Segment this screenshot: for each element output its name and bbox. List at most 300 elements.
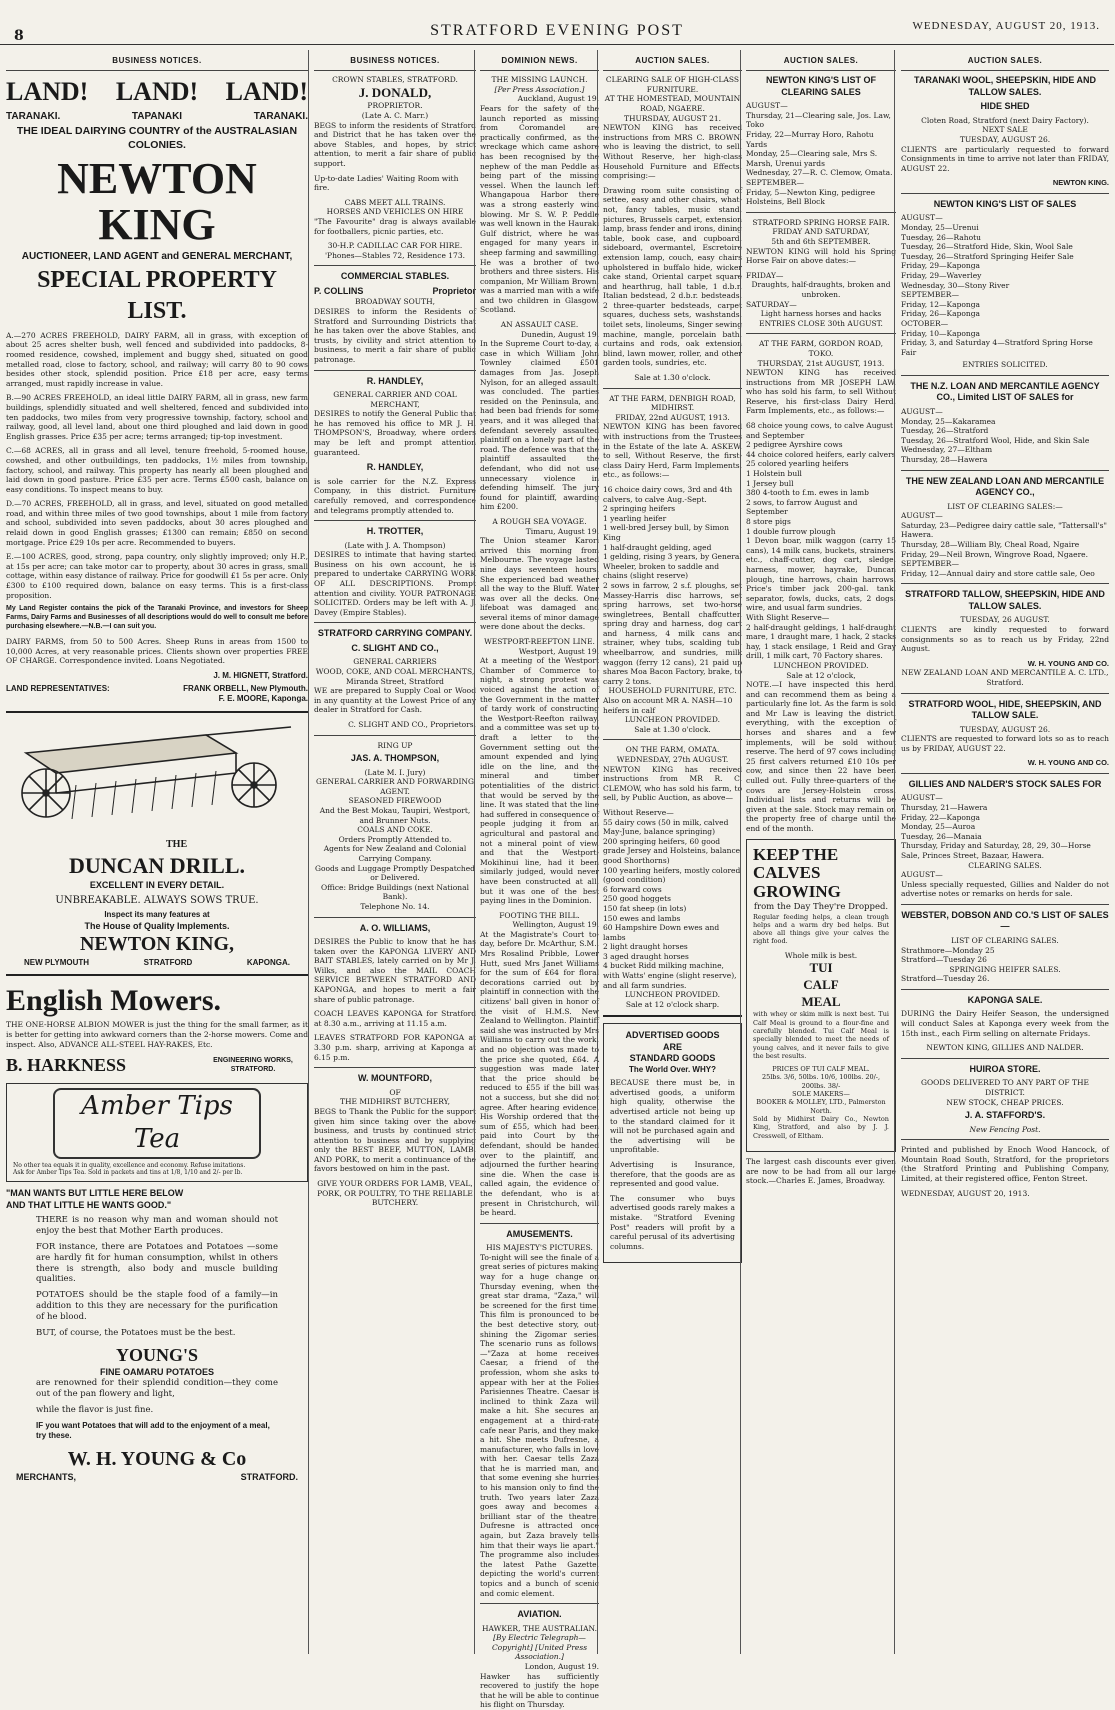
divider — [314, 622, 476, 623]
goods-delivered: GOODS DELIVERED TO ANY PART OF THE DISTRICT. — [921, 1078, 1089, 1097]
region: TARANAKI. — [6, 110, 61, 122]
lot-item: 2 springing heifers — [603, 504, 676, 514]
entries-solicited: ENTRIES SOLICITED. — [962, 360, 1048, 370]
press-credit: [By Electric Telegraph—Copyright] [United Press Association.] — [491, 1633, 588, 1662]
williams-body: DESIRES the Public to know that he has taken over the KAPONGA LIVERY AND BAIT STABLES, lately carried on by Mr J. Wilks, and also the MAIL COACH SERVICE BETWEEN STRATFORD AND KAPONGA, and hopes to merit a fair share of public patronage. — [314, 937, 476, 1004]
sale-date: THURSDAY, AUGUST 21. — [623, 113, 722, 123]
office-line: Office: Bridge Buildings (next National Bank). — [320, 882, 470, 902]
divider — [314, 370, 476, 371]
representatives-label: LAND REPRESENTATIVES: — [6, 684, 110, 694]
clients-request: CLIENTS are requested to forward lots so as to reach us by FRIDAY, AUGUST 22. — [901, 734, 1109, 753]
property-item: C.—68 ACRES, all in grass and all level, tenure freehold, 5-roomed house, cowshed, and other outbuildings, ten paddocks, 1½ miles from township, factory, school, and railway. This property has nearly all been ploughed and laid down in good pasture. Price £35 per acre. Terms £500 cash, balance on easy conditions. To inspect means to buy. — [6, 446, 308, 494]
sale-entry: Wednesday, 27—R. C. Clemow, Omata. — [746, 168, 893, 178]
signature: W. H. YOUNG AND CO. — [1027, 758, 1109, 768]
nzla-title: THE NEW ZEALAND LOAN AND MERCANTILE AGENCY CO., — [905, 475, 1105, 498]
auctioneer-line: AUCTIONEER, LAND AGENT and GENERAL MERCHANT, — [21, 250, 293, 262]
sale-entry: Thursday, 21—Clearing sale, Jos. Law, Toko — [746, 110, 891, 130]
amusements-header: AMUSEMENTS. — [506, 1228, 573, 1239]
adv-paragraph: The consumer who buys advertised goods rarely makes a mistake. "Stratford Evening Post" readers will profit by a careful perusal of its advertising columns. — [610, 1193, 735, 1251]
column-business-notices-left — [0, 50, 314, 1654]
column-header: DOMINION NEWS. — [480, 50, 599, 71]
article-body: Fears for the safety of the launch reported as missing from Coromandel are practically confirmed, as the wreckage which came ashore has been recognised by the nephew of the man Peddle as being part of the missing vessel. When the launch left Whangapoua Harbor there was a strong easterly wind blowing. Mr S. W. P. Peddle was well known in the Hauraki Gulf district, where he was engaged for many years in sheep farming and sawmilling. He was a brother of two brothers and three sisters. His companion, Mr William Brown, was a married man with a wife and two children in Glasgow, Scotland. — [480, 104, 599, 315]
clients-request: CLIENTS are kindly requested to forward consignments so as to reach us by Friday, 22nd August. — [901, 624, 1109, 654]
donald-name: J. DONALD, — [358, 84, 432, 100]
sale-entry: Thursday, 28—Hawera — [901, 454, 988, 464]
drill-excellent: EXCELLENT IN EVERY DETAIL. — [89, 880, 225, 891]
youngs-title: YOUNG'S — [115, 1344, 198, 1365]
lot-item: 8 store pigs — [746, 517, 791, 527]
sale-location: AT THE HOMESTEAD, MOUNTAIN ROAD, NGAERE. — [604, 94, 741, 114]
trotter-body: DESIRES to intimate that having started Business on his own account, he is prepared to undertake CARRYING WORK OF ALL DESCRIPTIONS. Prompt attention and civility. YOUR PATRONAGE SOLICITED. Orders may be left with A. J. Davey (Empire Stables). — [314, 550, 476, 617]
harkness-name: B. HARKNESS — [6, 1055, 127, 1076]
sale-entry: Tuesday, 26—Stratford Springing Heifer Sale — [901, 251, 1074, 261]
tui-sold-by: Sold by Midhirst Dairy Co., Newton King, Stratford, and also by J. J. Cresswell, of Eltham. — [753, 1115, 889, 1140]
tea-line: Ask for Amber Tips Tea. Sold in packets and tins at 1/8, 1/10 and 2/- per lb. — [13, 1169, 243, 1177]
springing-heifer-sales: SPRINGING HEIFER SALES. — [949, 964, 1061, 974]
lot-item: 250 good hoggets — [603, 894, 671, 904]
lot-item: 44 choice colored heifers, early calvers — [746, 449, 896, 459]
sale-time: Sale at 12 o'clock, — [786, 670, 856, 680]
keep-title: GROWING — [753, 881, 841, 901]
english-mowers-title: English Mowers. — [6, 984, 222, 1017]
sale-entry: Monday, 25—Kakaramea — [901, 416, 996, 426]
day-body: Light harness horses and hacks — [760, 309, 882, 319]
divider — [603, 739, 742, 740]
sale-note: NOTE.—I have inspected this herd, and can recommend them as being a particularly fine lot. As the farm is sold and Mr Law is leaving the district, everything, with the exception of horses and shares and a few implements, will be sold without reserve. The herd of 97 cows including 25 first calvers returned £10 10s per cow, and since then 22 have been culled out. Fully three-quarters of the cows are Jersey-Holstein cross. Individual lists and returns will be given at the sale. Stock may remain on the property free of charge until the end of the month. — [746, 680, 896, 834]
horse-fair-days: FRIDAY AND SATURDAY, — [772, 227, 870, 237]
tui-title: CALF — [803, 977, 839, 993]
seasoned-firewood: SEASONED FIREWOOD — [348, 796, 442, 806]
place: KAPONGA. — [246, 957, 290, 967]
wool-sales-title: TARANAKI WOOL, SHEEPSKIN, HIDE AND TALLOW SALES. — [913, 75, 1096, 97]
furniture-list: Drawing room suite consisting of settee, easy and other chairs, what-not, fancy tables, music stand, pictures, Brussels carpet, extension lamp, brass fender and irons, dining table, book case, and cupboard, sideboard, overmantel, Escretoire extension lamp, couch, easy chairs upholstered in buffalo hide, wicker cake stand, Oriental carpet square and hearthrug, hall table, 1 d.b.r. Italian bedstead, 2 d.b.r. bedsteads, 2 three-quarter bedsteads, carpet squares, duchess sets, washstands, toilet sets, linoleums, Singer sewing machine, mangle, porcelain bath, curtains and rods, oak extension blind, lawn mower, roller, and other garden tools, sundries, etc. — [603, 185, 742, 368]
harkness-line — [6, 1054, 308, 1077]
cash-discounts-note: The largest cash discounts ever given are now to be had from all our large stock.—Charles E. James, Broadway. — [746, 1156, 896, 1186]
sale-entry: Friday, 10—Kaponga — [901, 328, 981, 338]
huiroa-store: HUIROA STORE. — [969, 1063, 1041, 1074]
trotter-late: (Late with J. A. Thompson) — [344, 540, 446, 550]
divider — [901, 193, 1109, 194]
month-label: AUGUST— — [901, 511, 943, 521]
press-credit: [Per Press Association.] — [494, 84, 585, 94]
sale-entry: Friday, 12—Annual dairy and store cattle sale, Oeo — [901, 568, 1095, 578]
lot-item: 2 light draught horses — [603, 942, 688, 952]
land-word: LAND! — [6, 77, 89, 107]
month-label: OCTOBER— — [901, 318, 949, 328]
trotter-name: H. TROTTER, — [366, 526, 424, 537]
sale-time: Sale at 1.30 o'clock. — [634, 373, 711, 383]
mountford-name: W. MOUNTFORD, — [358, 1073, 432, 1084]
adv-title: ARE — [662, 1041, 682, 1052]
region-line — [6, 111, 308, 124]
article-title: WESTPORT-REEFTON LINE. — [484, 637, 595, 647]
broadway-south: BROADWAY SOUTH, — [354, 297, 436, 307]
article-body: In the Supreme Court to-day, a case in which William John Townley claimed £501 damages from Jas. Joseph Nylson, for an alleged assault, was concluded. The parties resided on the Peninsula, and had been bad friends for some years, and it was alleged that defendant severely assaulted plaintiff on a lonely part of the road. The defence was that the plaintiff assaulted the defendant, who did not use unnecessary violence in defending himself. The jury found for plaintiff, awarding him £200. — [480, 339, 599, 512]
divider — [746, 212, 896, 213]
sale-entry: Tuesday, 26—Stratford Wool, Hide, and Skin Sale — [901, 435, 1090, 445]
divider — [901, 470, 1109, 471]
sale-date: FRIDAY, 22nd AUGUST, 1913. — [615, 412, 730, 422]
article-body: The Union steamer Karori arrived this morning from Melbourne. The voyage lasted nine days seventeen hours. She experienced bad weather all the way to the Bluff. Water was over all the decks. One lifeboat was damaged and several items of minor damage were done about the decks. — [480, 536, 599, 632]
property-item: D.—70 ACRES, FREEHOLD, all in grass, and level, situated on good metalled road, and within three miles of two good townships, about 1 mile from factory and school, subdivided into seven paddocks, about 30 acres ploughed and relaid down in good English grasses; £1300 can remain; £850 on second mortgage. Price £29 10s per acre. Recommended to buyers. — [6, 499, 308, 547]
property-list-title: SPECIAL PROPERTY LIST. — [37, 267, 277, 325]
kaponga-title: KAPONGA SALE. — [967, 994, 1043, 1005]
sale-entry: Wednesday, 30—Stony River — [901, 280, 1010, 290]
drill-places — [6, 958, 308, 968]
lot-item: 1 Jersey bull — [746, 478, 794, 488]
thompson-name: JAS. A. THOMPSON, — [350, 753, 440, 764]
land-representatives — [6, 684, 308, 694]
article-body: At the Magistrate's Court to-day, before Dr. McArthur, S.M., Mrs Rosalind Pribble, Lower Hutt, sued Mrs Janet Williams for the sum of £64 for floral decorations carried out by plaintiff in connection with the citizens' ball given in honor of the visit of H.M.S. New Zealand to Wellington. Plaintiff said she was instructed by Mrs Williams to carry out the work, and no objection was made to the price she quoted, £64. A suggestion was made later that the price should be reduced to £55 if the bill was not a success, but she did not agree. After hearing evidence, His Worship ordered that the sum of £55, which had been paid into Court by the defendant, should be handed over to the plaintiff, and adjourned the further hearing sine die. When the case is called again, the evidence of the defendant, who is at present in Christchurch, will be heard. — [480, 929, 599, 1218]
horses-line: HORSES AND VEHICLES ON HIRE — [326, 207, 464, 217]
mountford-body: BEGS to Thank the Public for the support given him since taking over the above business, and trusts by continued strict attention to business and by supplying only the BEST BEEF, MUTTON, LAMB, AND PORK, to merit a continuance of the favors bestowed on him in the past. — [314, 1106, 476, 1174]
dateline: Timaru, August 19. — [525, 526, 599, 536]
divider — [603, 388, 742, 389]
tui-calf-meal-ad — [746, 839, 896, 1152]
region: TARANAKI. — [253, 110, 308, 122]
dateline: London, August 19. — [524, 1662, 599, 1672]
lot-item: 60 Hampshire Down ewes and lambs — [603, 923, 720, 942]
handley-name-2: R. HANDLEY, — [366, 462, 424, 473]
land-heading — [6, 75, 308, 108]
lot-item: 25 colored yearling heifers — [746, 459, 849, 469]
sale-instructions: NEWTON KING has been favored with instructions from the Trustees in the Estate of the late A. ASKEW, to sell, Without Reserve, the first-class Dairy Herd, Farm Implements, etc., as follows:— — [603, 422, 742, 480]
sale-entry: Saturday, 23—Pedigree dairy cattle sale, "Tattersall's" Hawera. — [901, 520, 1107, 540]
stafford-sub: New Fencing Post. — [969, 1124, 1041, 1134]
month-label: AUGUST— — [901, 870, 943, 880]
collins-role: Proprietor — [432, 285, 476, 296]
lot-item: 1 double furrow plough — [746, 526, 836, 536]
divider — [901, 375, 1109, 376]
kaponga-signature: NEWTON KING, GILLIES AND NALDER. — [926, 1043, 1084, 1053]
wool-sale-title: STRATFORD WOOL, HIDE, SHEEPSKIN, AND TALLOW SALE. — [908, 698, 1102, 721]
slight-reserve: With Slight Reserve— — [746, 612, 830, 622]
divider — [901, 904, 1109, 905]
telephone-line: Telephone No. 14. — [360, 901, 430, 911]
tui-makers: BOOKER & MOLLEY, LTD., Palmerston North. — [756, 1098, 886, 1115]
column-auction-sales-1 — [597, 50, 747, 1654]
gillies-title: GILLIES AND NALDER'S STOCK SALES FOR — [908, 778, 1102, 789]
divider — [6, 711, 308, 713]
sales-list-title: NEWTON KING'S LIST OF SALES — [933, 198, 1077, 209]
divider — [603, 1015, 742, 1017]
donald-late: (Late A. C. Marr.) — [361, 111, 429, 121]
newton-king-banner: NEWTON KING — [57, 154, 257, 250]
column-auction-sales-2 — [740, 50, 901, 1654]
luncheon-provided: LUNCHEON PROVIDED. — [773, 660, 869, 670]
stafford-name: J. A. STAFFORD'S. — [964, 1110, 1046, 1121]
advertised-goods-box — [603, 1023, 742, 1263]
cloten-road: Cloten Road, Stratford (next Dairy Factory). — [921, 115, 1089, 125]
lot-item: 68 choice young cows, to calve August and September — [746, 421, 894, 440]
thompson-role: GENERAL CARRIER AND FORWARDING AGENT. — [316, 777, 474, 796]
potato-paragraph: while the flavor is just fine. — [36, 1405, 154, 1416]
day-label: FRIDAY— — [746, 270, 784, 280]
article-body: Hawker has sufficiently recovered to justify the hope that he will be able to continue his flight on Thursday. — [480, 1671, 599, 1710]
month-label: AUGUST— — [901, 793, 943, 803]
lot-item: 4 bucket Ridd milking machine, with Watts' engine (slight reserve), and all farm sundries. — [603, 961, 737, 990]
land-register-note: My Land Register contains the pick of the Taranaki Province, and investors for Sheep Farms, Dairy Farms and Businesses of all descriptions would do well to consult me before purchasing elsewhere.—N.B.—I can suit you. — [6, 605, 308, 631]
sale-entry: Friday, 26—Kaponga — [901, 309, 981, 319]
dateline: Auckland, August 19. — [517, 94, 599, 104]
lot-item: 2 half-draught geldings, 1 half-draught mare, 1 draught mare, 1 hack, 2 stacks hay, 1 stack ensilage, 1 Reid and Gray drill, 1 milk cart, 70 Factory shares. — [746, 622, 896, 661]
wh-young-signature: W. H. YOUNG & Co — [67, 1447, 247, 1470]
luncheon-provided: LUNCHEON PROVIDED. — [624, 990, 720, 1000]
entries-close: ENTRIES CLOSE 30th AUGUST. — [759, 318, 883, 328]
ideal-dairying-line: THE IDEAL DAIRYING COUNTRY of the AUSTRALASIAN COLONIES. — [16, 125, 298, 151]
slight-body: WE are prepared to Supply Coal or Wood in any quantity at the Lowest Price of any dealer in Stratford for Cash. — [314, 686, 476, 715]
imprint: Printed and published by Enoch Wood Hancock, of Mountain Road South, Stratford, for the proprietors (the Stratford Printing and Publishing Company, Limited, at their registered office, Fenton Street. — [901, 1145, 1109, 1184]
lot-item: 1 yearling heifer — [603, 513, 667, 523]
divider — [901, 693, 1109, 694]
oamaru-potatoes: FINE OAMARU POTATOES — [99, 1366, 214, 1377]
sale-instructions: NEWTON KING has received instructions from MRS C. BROWN, who is leaving the district, to sell, Without Reserve, her high-class Household Furniture and Effects, comprising:— — [603, 123, 742, 181]
place: STRATFORD — [143, 957, 193, 967]
column-header: AUCTION SALES. — [603, 50, 742, 71]
collins-line — [314, 286, 476, 298]
dateline: Westport, August 19. — [518, 646, 599, 656]
sale-entry: Thursday, 21—Hawera — [901, 803, 988, 813]
waiting-room: Up-to-date Ladies' Waiting Room with fire. — [314, 173, 459, 193]
tui-prices: 25lbs. 3/6, 50lbs. 10/6, 100lbs. 20/-, 200lbs. 38/- — [761, 1073, 881, 1090]
sale-entry: Friday, 22—Kaponga — [901, 812, 981, 822]
household-furniture: HOUSEHOLD FURNITURE, ETC. — [608, 686, 737, 696]
slight-signature: C. SLIGHT AND CO., Proprietors. — [348, 719, 476, 729]
horse-fair-title: STRATFORD SPRING HORSE FAIR. — [752, 217, 890, 227]
divider — [901, 773, 1109, 774]
adv-title: STANDARD GOODS — [629, 1053, 716, 1064]
man-wants-title-2: AND THAT LITTLE HE WANTS GOOD." — [6, 1199, 172, 1210]
cadillac-line: 30-H.P. CADILLAC CAR FOR HIRE. — [327, 241, 463, 251]
favourite-drag: "The Favourite" drag is always available for footballers, picnic parties, etc. — [314, 216, 476, 236]
month-label: AUGUST— — [746, 101, 788, 111]
keep-title: CALVES — [753, 863, 821, 883]
cabs-line: CABS MEET ALL TRAINS. — [344, 197, 446, 207]
lot-item: 2 sows in farrow, 2 s.f. ploughs, set Massey-Harris disc harrows, set spring harrows, set two-horse swingletrees, Bentall chaffcutter, spring dray and harness, dog cart and harness, 4 milk cans and strainer, whey tubs, scalding tub, wheelbarrow, and sundries, milk waggon (ferry 12 cans), 21 paid up shares Moa Bacon Factory, brake, to carry 2 tons. — [603, 580, 742, 686]
tui-title: TUI — [809, 960, 833, 976]
column-auction-sales-3 — [894, 50, 1115, 1654]
drill-inspect: Inspect its many features at — [104, 910, 210, 920]
new-stock: NEW STOCK, CHEAP PRICES. — [946, 1097, 1064, 1107]
article-title: HAWKER, THE AUSTRALIAN. — [481, 1623, 598, 1633]
sale-location: AT THE FARM, GORDON ROAD, TOKO. — [758, 339, 884, 358]
thompson-late: (Late M. I. Jury) — [364, 767, 426, 777]
sale-time: Sale at 1.30 o'clock. — [634, 724, 711, 734]
drill-caption: THE — [166, 839, 188, 851]
issue-date: WEDNESDAY, AUGUST 20, 1913. — [912, 20, 1100, 32]
property-item: E.—100 ACRES, good, strong, papa country, only slightly improved; only H.P., at 15s per acre; can take motor car to property, about 30 acres in grass, small cottage, within easy distance of railway. Price for goodwill £1 5s per acre. Only £300 to £100 required down, balance on easy terms. This is a first-class proposition. — [6, 552, 308, 600]
sale-entry: Friday, 29—Waverley — [901, 271, 982, 281]
article-title: FOOTING THE BILL. — [499, 910, 580, 920]
tui-regular: Regular feeding helps, a clean trough helps and a warm dry bed helps. But above all things give your calves the right food. — [753, 912, 889, 946]
crown-stables: CROWN STABLES, STRATFORD. — [332, 75, 458, 85]
lot-item: 2 sows, to farrow August and September — [746, 497, 858, 517]
wool-sale-title: STRATFORD TALLOW, SHEEPSKIN, HIDE AND TALLOW SALES. — [905, 589, 1105, 611]
sale-entry: Tuesday, 26—Stratford — [901, 426, 989, 436]
month-label: AUGUST— — [901, 213, 943, 223]
sale-entry: Thursday, Friday and Saturday, 28, 29, 30—Horse Sale, Princes Street, Bazaar, Hawera. — [901, 841, 1091, 860]
month-label: AUGUST— — [901, 406, 943, 416]
miranda-street: Miranda Street, Stratford — [346, 676, 444, 686]
sale-location: ON THE FARM, OMATA. — [625, 745, 720, 755]
williams-name: A. O. WILLIAMS, — [359, 922, 431, 933]
handley-role: GENERAL CARRIER AND COAL MERCHANT, — [333, 390, 457, 409]
clients-request: CLIENTS are particularly requested to forward Consignments in time to arrive not later than FRIDAY, AUGUST 22. — [901, 144, 1109, 173]
article-title: HIS MAJESTY'S PICTURES. — [486, 1243, 593, 1253]
coals-and-coke: COALS AND COKE. — [357, 825, 433, 835]
from-day: from the Day They're Dropped. — [753, 901, 889, 912]
sale-entry: Tuesday, 26—Manaia — [901, 831, 982, 841]
phones-line: 'Phones—Stables 72, Residence 173. — [324, 250, 465, 260]
without-reserve: Without Reserve— — [603, 807, 674, 817]
merchants-line — [6, 1472, 308, 1484]
divider — [314, 520, 476, 521]
divider — [901, 583, 1109, 584]
aviation-header: AVIATION. — [517, 1609, 562, 1620]
land-word: LAND! — [225, 77, 308, 107]
drill-newton-king: NEWTON KING, — [79, 933, 235, 956]
collins-name: P. COLLINS — [314, 285, 364, 296]
month-label: SEPTEMBER— — [901, 559, 959, 569]
article-title: THE MISSING LAUNCH. — [491, 75, 588, 85]
lot-item: 1 Holstein bull — [746, 469, 802, 479]
sale-entry: Friday, 12—Kaponga — [901, 299, 981, 309]
handley-name: R. HANDLEY, — [366, 375, 424, 386]
hignett-signature: J. M. HIGNETT, Stratford. — [213, 670, 308, 680]
horse-fair-body: NEWTON KING will hold his Spring Horse Fair on above dates:— — [746, 246, 896, 266]
lot-item: 100 yearling heifers, mostly colored (good condition) — [603, 865, 741, 885]
tui-body: with whey or skim milk is next best. Tui Calf Meal is ground to a flour-fine and carefully blended. Tui Calf Meal is specially blended to meet the needs of young calves, and it never fails to give the best results. — [753, 1010, 889, 1060]
sale-title: CLEARING SALE OF HIGH-CLASS FURNITURE. — [605, 75, 740, 94]
property-item: B.—90 ACRES FREEHOLD, an ideal little DAIRY FARM, all in grass, new farm buildings, splendidly situated and well sheltered, fenced and subdivided into ten paddocks, two miles from very progressive township, factory, school and railway, good, all level land, about one third ploughed and laid down in good English grasses. Price £35 per acre; terms arranged; tip-top investment. — [6, 393, 308, 441]
slight-wood: WOOD, COKE, AND COAL MERCHANTS, — [315, 667, 475, 676]
merchants: MERCHANTS, — [16, 1472, 76, 1483]
collins-body: DESIRES to inform the Residents of Stratford and Surrounding Districts that he has taken over the above Stables, and trusts, by civility and strict attention to business, to merit a fair share of public patronage. — [314, 306, 476, 364]
sale-entry: Friday, 29—Kaponga — [901, 261, 981, 271]
mowers-body: THE ONE-HORSE ALBION MOWER is just the thing for the small farmer, as it is better for getting into awkward corners than the 2-horse mowers. Come and inspect. Also, ADVANCE ALL-STEEL HAY-RAKES, Etc. — [6, 1020, 308, 1049]
drill-house: The House of Quality Implements. — [84, 920, 230, 931]
dairy-farms-note: DAIRY FARMS, from 50 to 500 Acres. Sheep Runs in areas from 1500 to 10,000 Acres, at very reasonable prices. Clients shown over properties FREE OF CHARGE. Correspondence invited. Loans Negotiated. — [6, 637, 308, 666]
sale-entry: Stratford—Tuesday 26. — [901, 974, 990, 984]
commercial-stables: COMMERCIAL STABLES. — [340, 271, 450, 282]
potato-paragraph: FOR instance, there are Potatoes and Potatoes —some are hardly fit for human consumption, whilst in others there is strength, also body and muscle building qualities. — [36, 1241, 278, 1285]
nzla-signature: NEW ZEALAND LOAN AND MERCANTILE A. C. LTD., Stratford. — [901, 668, 1109, 687]
thompson-coal-types: And the Best Mokau, Taupiri, Westport, and Brunner Nuts. — [319, 806, 471, 825]
lot-item: 55 dairy cows (50 in milk, calved May-June, balance springing) — [603, 817, 729, 837]
sale-entry: Friday, 5—Newton King, pedigree Holsteins, Bell Block — [746, 187, 876, 207]
man-wants-title: "MAN WANTS BUT LITTLE HERE BELOW — [6, 1188, 184, 1199]
horse-fair-dates: 5th and 6th SEPTEMBER. — [771, 236, 871, 246]
representative: FRANK ORBELL, New Plymouth. — [183, 684, 308, 694]
coach-timetable: LEAVES STRATFORD FOR KAPONGA at 3.30 p.m. sharp, arriving at Kaponga at 6.15 p.m. — [314, 1033, 476, 1062]
signature: W. H. YOUNG AND CO. — [1027, 658, 1109, 668]
sale-time: Sale at 12 o'clock sharp. — [625, 999, 720, 1009]
divider — [314, 265, 476, 266]
article-title: A ROUGH SEA VOYAGE. — [492, 516, 587, 526]
lot-item: 6 forward cows — [603, 884, 662, 894]
column-header: AUCTION SALES. — [746, 50, 896, 71]
column-business-notices-right — [308, 50, 481, 1654]
tui-whole-milk: Whole milk is best. — [784, 950, 858, 960]
divider — [314, 1067, 476, 1068]
lot-item: 150 ewes and lambs — [603, 913, 681, 923]
land-word: LAND! — [115, 77, 199, 107]
lot-item: 16 choice dairy cows, 3rd and 4th calvers, to calve Aug.-Sept. — [603, 484, 733, 504]
nzla-title: THE N.Z. LOAN AND MERCANTILE AGENCY CO., Limited LIST OF SALES for — [910, 380, 1100, 403]
column-header: AUCTION SALES. — [901, 50, 1109, 71]
month-label: SEPTEMBER— — [901, 290, 959, 300]
tui-prices-title: PRICES OF TUI CALF MEAL. — [772, 1065, 870, 1074]
sale-entry: Tuesday, 26—Stratford Hide, Skin, Wool Sale — [901, 242, 1073, 252]
wool-sale-date: TUESDAY, AUGUST 26. — [959, 724, 1051, 734]
newspaper-title: STRATFORD EVENING POST — [430, 22, 684, 39]
midhirst-butchery: THE MIDHIRST BUTCHERY, — [339, 1097, 451, 1107]
day-body: Draughts, half-draughts, broken and unbroken. — [751, 280, 891, 299]
sale-date: THURSDAY, 21st AUGUST, 1913. — [757, 358, 885, 368]
seed-drill-illustration — [6, 723, 296, 833]
potato-paragraph: IF you want Potatoes that will add to the enjoyment of a meal, try these. — [36, 1421, 270, 1441]
donald-proprietor: PROPRIETOR. — [367, 101, 423, 111]
kaponga-body: DURING the Dairy Heifer Season, the undersigned will conduct Sales at Kaponga every week from the 15th inst., each Firm selling on alternate Fridays. — [901, 1009, 1109, 1038]
clearing-sales: CLEARING SALES. — [968, 860, 1042, 870]
divider — [746, 333, 896, 334]
handley-body-2: is sole carrier for the N.Z. Express Company, in this district. Furniture carefully removed, and correspondence and telegrams promptly attended to. — [314, 476, 476, 515]
dateline: Dunedin, August 19. — [521, 329, 599, 339]
of-word: OF — [389, 1087, 401, 1097]
amber-tips-tea-ad — [6, 1083, 308, 1182]
tui-sole-makers: SOLE MAKERS— — [792, 1090, 850, 1099]
coach-timetable: COACH LEAVES KAPONGA for Stratford at 8.30 a.m., arriving at 11.15 a.m. — [314, 1009, 476, 1028]
page-number: 8 — [14, 28, 24, 44]
give-orders: GIVE YOUR ORDERS FOR LAMB, VEAL, PORK, OR POULTRY, TO THE RELIABLE BUTCHERY. — [317, 1179, 473, 1208]
luncheon-provided: LUNCHEON PROVIDED. — [624, 715, 720, 725]
sale-instructions: NEWTON KING has received instructions from MR R. C. CLEMOW, who has sold his farm, to sell, by Public Auction, as above— — [603, 764, 742, 803]
sale-entry: Thursday, 28—William Bly, Cheal Road, Ngaire — [901, 539, 1080, 549]
article-body: To-night will see the finale of a great series of pictures making way for a huge change on Thursday evening, when the great star drama, "Zaza," will be screened for the first time. This film is pronounced to be the best detective story, out-shining the Zigomar series. The scenario runs as follows:—"Zaza at home receives Caesar, a friend of the profession, whom she asks to appear with her at the Folies Parisiennes Theatre. Caesar is inclined to think Zaza will make a hit. She secures an engagement at a third-rate cafe near Paris, and they make a hit. She meets Dufresne, a manufacturer, who falls in love with her. Caesar tells Zaza that he is married man, and that some evening she hurries to his mansion only to find the truth. Two years later Zaza goes away and becomes a brilliant star of the theatre. Dufresne is attracted once again, but Zaza bravely tells him that their ways lie apart." The programme also includes the latest Pathe Gazette, depicting the world's current topics and a bunch of scenic and comic element. — [480, 1252, 599, 1598]
lot-item: 2 pedigree Ayrshire cows — [746, 440, 843, 450]
lot-item: 200 springing heifers, 60 good grade Jersey and Holsteins, balance good Shorthorns) — [603, 836, 741, 865]
divider — [314, 735, 476, 736]
day-label: SATURDAY— — [746, 299, 797, 309]
lot-item: 380 4-tooth to f.m. ewes in lamb — [746, 488, 869, 498]
place: NEW PLYMOUTH — [24, 957, 90, 967]
lot-item: 1 half-draught gelding, aged — [603, 542, 712, 552]
sale-date: WEDNESDAY, 27th AUGUST. — [616, 755, 729, 765]
region: TAPANAKI — [131, 110, 183, 122]
lot-item: 1 Devon boar, milk waggon (carry 15 cans), 14 milk cans, buckets, strainers, etc., chaff-cutter, dog cart, sledge, harness, mower, hayrake, Duncan plough, tine harrows, chain harrows, Price's timber jack 200-gal. tank, separator, fowls, ducks, cats, 2 dogs, wire, and usual farm sundries. — [746, 536, 896, 613]
webster-list: LIST OF CLEARING SALES. — [951, 936, 1059, 945]
slight-role: GENERAL CARRIERS — [353, 657, 437, 667]
clearing-sales-list: NEWTON KING'S LIST OF CLEARING SALES — [766, 75, 876, 97]
article-body: At a meeting of the Westport Chamber of Commerce to-night, a strong protest was voiced against the action of the Government in the matter of tardy work of constructing the Westport-Reefton railway, and a committee was set up to draft a letter to the Government setting out the amount expended and lying idle on the line, and the mineral and timber potentialities of the district that would be served by the line. It was stated that the line had suffered in consequence of people judging it from an agricultural and pastoral and not a mineral point of view, and that the Westport-Mokihinui line, had it been similarly judged, would never have been constructed at all, but it was one of the best paying lines in the Dominion. — [480, 656, 599, 906]
divider — [6, 974, 308, 976]
sale-entry: Monday, 25—Urenui — [901, 223, 979, 233]
webster-title: WEBSTER, DOBSON AND CO.'S LIST OF SALES— — [901, 909, 1109, 932]
divider — [314, 917, 476, 918]
duncan-drill-title: DUNCAN DRILL. — [68, 852, 245, 878]
tea-line: No other tea equals it in quality, excellence and economy. Refuse imitations. — [13, 1161, 246, 1169]
lot-item: 1 gelding, rising 3 years, by General Wheeler, broken to saddle and chains (slight reserve) — [603, 552, 742, 581]
masthead — [0, 0, 1114, 45]
nzla-list: LIST OF CLEARING SALES:— — [947, 501, 1063, 511]
merchants-town: STRATFORD. — [240, 1472, 298, 1483]
lot-item: 3 aged draught horses — [603, 951, 689, 961]
adv-title: ADVERTISED GOODS — [625, 1030, 720, 1041]
potato-paragraph: are renowned for their splendid condition—they come out of the pan flowery and light, — [36, 1378, 278, 1400]
harkness-sub: ENGINEERING WORKS, STRATFORD. — [213, 1056, 293, 1073]
ring-up: RING UP — [377, 740, 413, 750]
potato-paragraph: POTATOES should be the staple food of a family—in addition to this they are necessary for the purification of he blood. — [36, 1290, 278, 1323]
